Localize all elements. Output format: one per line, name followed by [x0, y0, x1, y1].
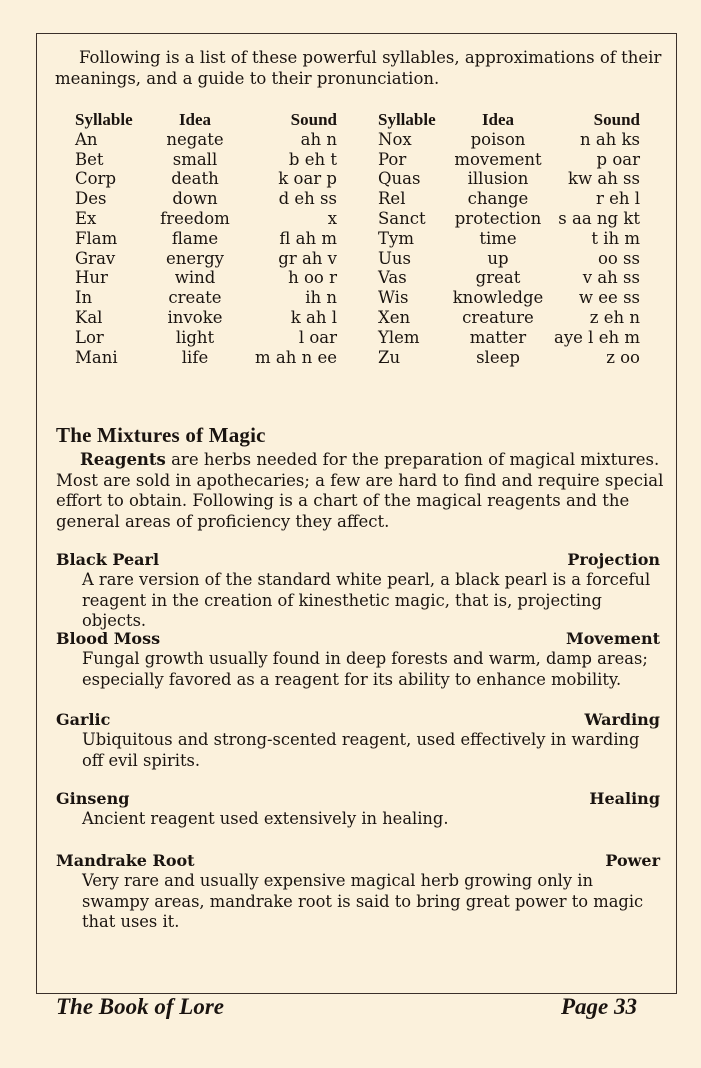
reagent-description: Ubiquitous and strong-scented reagent, used effectively in warding off evil spirits.: [82, 730, 640, 770]
reagent-name: Mandrake Root: [56, 851, 195, 870]
idea-cell: protection: [454, 208, 542, 228]
syllable-row: [75, 229, 337, 249]
reagent-entry-ginseng: [56, 789, 660, 830]
syllable-row: [378, 150, 640, 170]
syllable-row: [378, 249, 640, 269]
idea-cell: light: [175, 327, 215, 347]
sound-cell: fl ah m: [279, 228, 337, 248]
section-title: The Mixtures of Magic: [56, 423, 266, 447]
sound-cell: h oo r: [288, 268, 337, 288]
syllable-row: [75, 328, 337, 348]
syllable-cell: Quas: [378, 169, 421, 189]
sound-cell: z oo: [606, 347, 640, 367]
reagent-name: Blood Moss: [56, 629, 161, 648]
reagent-description: Ancient reagent used extensively in healing.: [82, 809, 449, 828]
sound-cell: t ih m: [591, 228, 640, 248]
syllable-row: [378, 288, 640, 308]
syllable-row: [75, 169, 337, 189]
syllable-row: [378, 189, 640, 209]
syllable-cell: Vas: [378, 268, 407, 288]
reagent-area: Power: [605, 851, 660, 870]
idea-cell: sleep: [476, 347, 520, 367]
sound-cell: n ah ks: [579, 129, 640, 149]
syllable-cell: Bet: [75, 149, 104, 169]
sound-cell: k oar p: [278, 169, 337, 189]
syllable-cell: Xen: [378, 307, 411, 327]
syllable-cell: Kal: [75, 307, 103, 327]
column-header-idea: Idea: [481, 110, 515, 129]
idea-cell: life: [181, 347, 209, 367]
column-header-syllable: Syllable: [75, 110, 133, 129]
sound-cell: ih n: [305, 288, 337, 308]
reagents-term: Reagents: [80, 450, 166, 469]
sound-cell: w ee ss: [578, 288, 640, 308]
idea-cell: create: [168, 288, 222, 308]
syllable-row: [75, 308, 337, 328]
idea-cell: knowledge: [452, 288, 544, 308]
intro-paragraph: Following is a list of these powerful syllables, approximations of their meanings, and a guide to their pronunciation.: [55, 48, 662, 88]
sound-cell: oo ss: [597, 248, 640, 268]
sound-cell: b eh t: [288, 149, 337, 169]
sound-cell: d eh ss: [278, 189, 337, 209]
syllable-cell: Hur: [75, 268, 108, 288]
syllable-row: [378, 209, 640, 229]
syllable-row: [378, 229, 640, 249]
reagent-area: Warding: [584, 710, 660, 729]
book-title-footer: The Book of Lore: [56, 994, 225, 1019]
syllable-cell: Tym: [378, 228, 414, 248]
reagent-area: Movement: [566, 629, 660, 648]
reagent-entry-blood-moss: [56, 629, 660, 690]
reagent-entry-garlic: [56, 710, 660, 771]
syllable-row: [378, 328, 640, 348]
idea-cell: change: [467, 189, 529, 209]
reagent-area: Projection: [567, 550, 660, 569]
syllable-cell: An: [75, 129, 98, 149]
reagent-name: Garlic: [56, 710, 111, 729]
syllable-row: [75, 189, 337, 209]
column-header-sound: Sound: [290, 110, 337, 129]
column-header-idea: Idea: [178, 110, 212, 129]
idea-cell: time: [479, 228, 517, 248]
syllable-row: [75, 348, 337, 368]
sound-cell: aye l eh m: [554, 327, 640, 347]
idea-cell: energy: [166, 248, 224, 268]
sound-cell: x: [327, 208, 337, 228]
syllable-cell: Grav: [75, 248, 116, 268]
syllable-cell: Sanct: [378, 208, 426, 228]
syllable-row: [378, 130, 640, 150]
syllable-row: [75, 130, 337, 150]
syllable-table-left: [75, 110, 337, 367]
sound-cell: s aa ng kt: [558, 208, 640, 228]
syllable-cell: Flam: [75, 228, 118, 248]
reagent-description: Fungal growth usually found in deep forests and warm, damp areas; especially favored as a reagent for its ability to enhance mobility.: [82, 649, 648, 689]
syllable-row: [378, 348, 640, 368]
sound-cell: z eh n: [589, 307, 640, 327]
reagent-name: Ginseng: [56, 789, 130, 808]
idea-cell: movement: [454, 149, 542, 169]
syllable-cell: Rel: [378, 189, 406, 209]
idea-cell: up: [487, 248, 509, 268]
syllable-cell: Ylem: [378, 327, 420, 347]
idea-cell: poison: [470, 129, 526, 149]
syllable-cell: Zu: [378, 347, 401, 367]
syllable-row: [75, 209, 337, 229]
idea-cell: wind: [174, 268, 216, 288]
idea-cell: invoke: [167, 307, 223, 327]
syllable-cell: Lor: [75, 327, 104, 347]
column-header-sound: Sound: [593, 110, 640, 129]
syllable-cell: Corp: [75, 169, 117, 189]
syllable-row: [378, 308, 640, 328]
reagent-name: Black Pearl: [56, 550, 160, 569]
idea-cell: negate: [166, 129, 224, 149]
syllable-cell: In: [75, 288, 93, 308]
syllable-cell: Des: [75, 189, 107, 209]
syllable-cell: Por: [378, 149, 407, 169]
reagents-intro-paragraph: [56, 450, 666, 532]
syllable-row: [75, 150, 337, 170]
idea-cell: death: [171, 169, 219, 189]
syllable-row: [378, 169, 640, 189]
sound-cell: k ah l: [290, 307, 337, 327]
syllable-row: [378, 268, 640, 288]
sound-cell: gr ah v: [278, 248, 337, 268]
syllable-table-right: [378, 110, 640, 367]
syllable-row: [75, 268, 337, 288]
reagent-area: Healing: [589, 789, 660, 808]
reagent-entry-black-pearl: [56, 550, 660, 632]
sound-cell: l oar: [298, 327, 337, 347]
idea-cell: down: [172, 189, 218, 209]
syllable-cell: Wis: [378, 288, 409, 308]
idea-cell: creature: [462, 307, 534, 327]
column-header-syllable: Syllable: [378, 110, 436, 129]
syllable-cell: Nox: [378, 129, 412, 149]
sound-cell: r eh l: [595, 189, 640, 209]
idea-cell: freedom: [160, 208, 230, 228]
idea-cell: flame: [171, 228, 219, 248]
reagents-intro-text: are herbs needed for the preparation of magical mixtures. Most are sold in apothecaries; a few are hard to find and require special effort to obtain. Following is a chart of the magical reagents and the general areas of proficiency they affect.: [56, 450, 664, 531]
syllable-cell: Mani: [75, 347, 118, 367]
sound-cell: kw ah ss: [567, 169, 640, 189]
syllable-row: [75, 249, 337, 269]
sound-cell: m ah n ee: [254, 347, 337, 367]
sound-cell: p oar: [596, 149, 640, 169]
syllable-cell: Ex: [75, 208, 97, 228]
page-number: Page 33: [561, 994, 638, 1019]
sound-cell: v ah ss: [582, 268, 640, 288]
idea-cell: matter: [469, 327, 527, 347]
idea-cell: small: [172, 149, 218, 169]
idea-cell: great: [475, 268, 521, 288]
syllable-row: [75, 288, 337, 308]
idea-cell: illusion: [467, 169, 529, 189]
syllable-cell: Uus: [378, 248, 411, 268]
reagent-description: A rare version of the standard white pearl, a black pearl is a forceful reagent in the creation of kinesthetic magic, that is, projecting objects.: [82, 570, 651, 630]
reagent-description: Very rare and usually expensive magical herb growing only in swampy areas, mandrake root is said to bring great power to magic that uses it.: [82, 871, 644, 931]
sound-cell: ah n: [300, 129, 337, 149]
reagent-entry-mandrake-root: [56, 851, 660, 933]
